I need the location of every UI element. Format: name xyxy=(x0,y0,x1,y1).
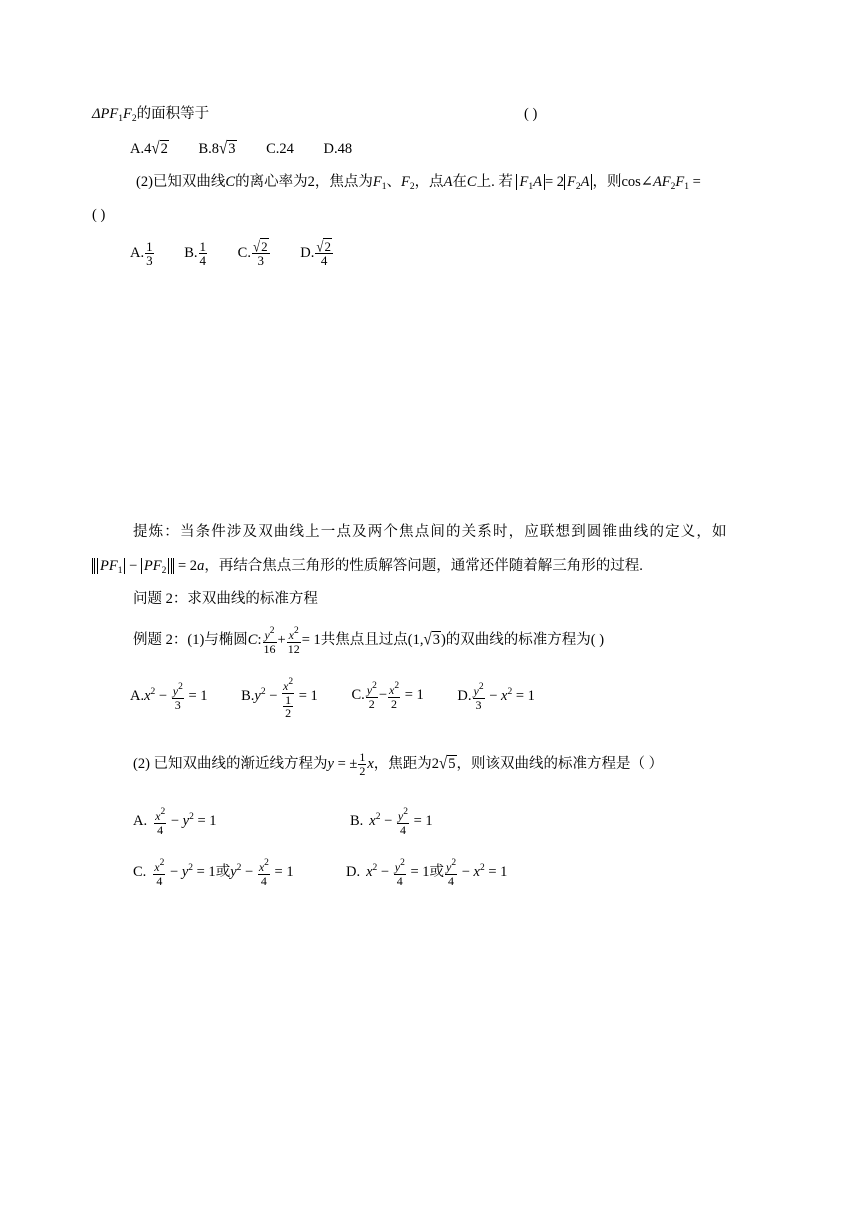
ex2b-option-a: A. $\frac{x^2}{4}$ − $y^2 = 1$ xyxy=(133,807,217,838)
q2-bracket: ( ) xyxy=(92,207,106,223)
q1-option-b: B.8√3 xyxy=(198,139,236,159)
ex2b-option-b: B. $x^2$ − $\frac{y^2}{4}$ = 1 xyxy=(350,807,433,838)
q1-options xyxy=(130,139,378,159)
ex2b-option-d: D. $x^2$ − $\frac{y^2}{4}$ = 1或 $\frac{y^2}{4}$ − $x^2 = 1$ xyxy=(346,858,508,889)
q1-tail-line xyxy=(92,104,209,129)
q2-option-d: D. $\frac{√2}{4}$ xyxy=(300,238,331,269)
q1-option-a: A.4√2 xyxy=(130,139,168,159)
ex2-option-d: D. $\frac{y^2}{3}$ − $x^2 = 1$ xyxy=(457,682,535,713)
q2-stem: (2)已知双曲线C的离心率为2，焦点为$F_1$、$F_2$，点A在C上. 若 $F_1A = 2$ $F_2A$ ，则$\cos\angle AF_2F_1$ = xyxy=(136,174,701,192)
ex2-option-b: $B.y^2$ − $x^2$ 1 2 = 1 xyxy=(241,677,318,720)
q2-option-b: B. $\frac{1}{4}$ xyxy=(184,239,207,269)
q1-bracket: ( ) xyxy=(524,106,538,122)
example-2-options xyxy=(130,677,561,720)
q1-option-c: C.24 xyxy=(266,141,294,157)
example-2b-stem: (2) 已知双曲线的渐近线方程为y = ± $\frac{1}{2}$ x，焦距为2√5，则该双曲线的标准方程是（ ） xyxy=(133,750,664,779)
tip-line-2: $PF_1 - PF_2 = 2a$，再结合焦点三角形的性质解答问题，通常还伴随着解三角形的过程. xyxy=(92,556,643,581)
ex2b-option-c: C. $\frac{x^2}{4}$ − $y^2 = 1$或$y^2$ − $\frac{x^2}{4}$ = 1 xyxy=(133,858,294,889)
q2-option-a: A. $\frac{1}{3}$ xyxy=(130,239,153,269)
problem-2-title: 问题 2：求双曲线的标准方程 xyxy=(133,591,318,607)
q2-options xyxy=(130,236,360,270)
ex2-option-c: C. $\frac{y^2}{2}$ − $\frac{x^2}{2}$ = 1 xyxy=(351,681,424,711)
tip-line-1: 提炼：当条件涉及双曲线上一点及两个焦点间的关系时，应联想到圆锥曲线的定义，如 xyxy=(133,524,728,540)
q2-option-c: C. $\frac{√2}{3}$ xyxy=(237,238,268,269)
ex2-option-a: $A.x^2$ − $\frac{y^2}{3}$ = 1 xyxy=(130,682,208,713)
example-2-stem: 例题 2：(1)与椭圆C: $\frac{y^2}{16}$ + $\frac{x^2}{12}$ = 1共焦点且过点(1,√3)的双曲线的标准方程为( ) xyxy=(133,626,605,657)
q1-option-d: D.48 xyxy=(323,141,353,157)
q1-tail-text: 的面积等于 xyxy=(136,106,210,122)
triangle-pf1f2: $\Delta PF_1F_2$ xyxy=(92,106,137,124)
